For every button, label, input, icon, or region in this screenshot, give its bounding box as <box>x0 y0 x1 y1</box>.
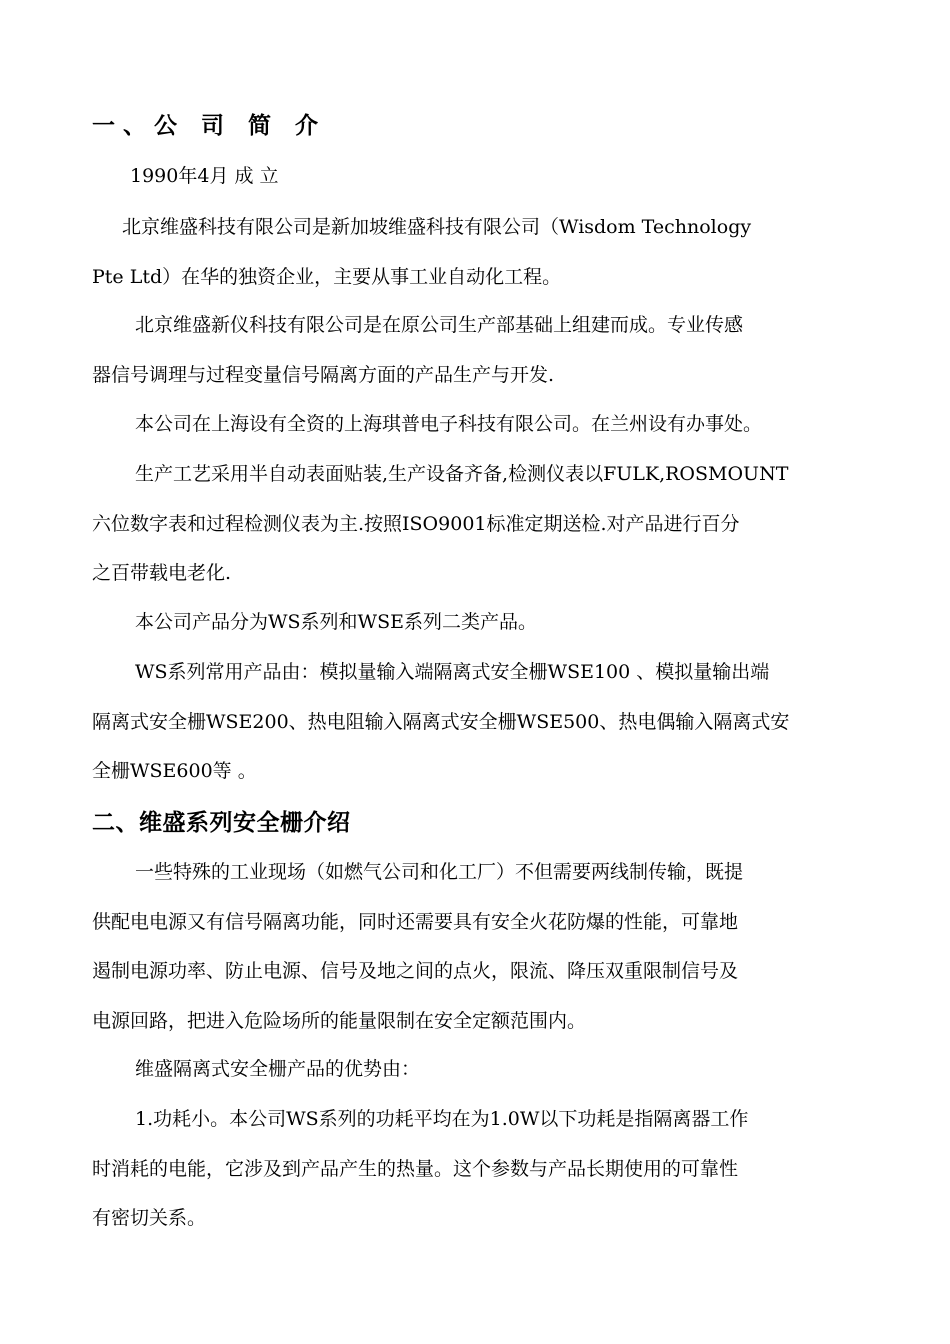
text-line: 隔离式安全栅WSE200、热电阻输入隔离式安全栅WSE500、热电偶输入隔离式安 <box>92 710 790 733</box>
text-line: 电源回路，把进入危险场所的能量限制在安全定额范围内。 <box>92 1009 587 1032</box>
paragraph-production-process <box>92 450 860 599</box>
section-heading-safety-barrier: 二、维盛系列安全栅介绍 <box>92 810 351 836</box>
text-line: 有密切关系。 <box>92 1207 207 1229</box>
paragraph-product-lines <box>92 598 860 648</box>
paragraph-low-power <box>92 1095 860 1244</box>
text-line: 全栅WSE600等 。 <box>92 760 257 782</box>
text-line: 北京维盛科技有限公司是新加坡维盛科技有限公司（Wisdom Technology <box>122 216 752 238</box>
text-line: 之百带载电老化. <box>92 562 232 584</box>
text-line: 本公司在上海设有全资的上海琪普电子科技有限公司。在兰州设有办事处。 <box>135 413 763 435</box>
paragraph-shanghai-office <box>92 400 860 450</box>
paragraph-advantages-intro <box>92 1045 860 1095</box>
paragraph-ws-products <box>92 648 860 797</box>
text-line: 维盛隔离式安全栅产品的优势由： <box>135 1058 421 1080</box>
founded-date <box>92 152 860 202</box>
text-line: 本公司产品分为WS系列和WSE系列二类产品。 <box>135 611 537 633</box>
text-line: 生产工艺采用半自动表面贴装,生产设备齐备,检测仪表以FULK,ROSMOUNT <box>135 463 789 485</box>
text-line: 供配电电源又有信号隔离功能，同时还需要具有安全火花防爆的性能，可靠地 <box>92 910 739 933</box>
text-line: 北京维盛新仪科技有限公司是在原公司生产部基础上组建而成。专业传感 <box>135 314 744 336</box>
text-line: 六位数字表和过程检测仪表为主.按照ISO9001标准定期送检.对产品进行百分 <box>92 512 740 535</box>
paragraph-company-intro <box>92 203 860 302</box>
text-line: 一些特殊的工业现场（如燃气公司和化工厂）不但需要两线制传输，既提 <box>135 861 744 883</box>
text-line: 时消耗的电能，它涉及到产品产生的热量。这个参数与产品长期使用的可靠性 <box>92 1157 739 1180</box>
paragraph-industrial-needs <box>92 848 860 1046</box>
text-line: WS系列常用产品由：模拟量输入端隔离式安全栅WSE100 、模拟量输出端 <box>135 661 770 683</box>
section-heading-company-profile: 一、公 司 简 介 <box>92 113 327 139</box>
text-line: 遏制电源功率、防止电源、信号及地之间的点火，限流、降压双重限制信号及 <box>92 960 739 982</box>
paragraph-subsidiary <box>92 301 860 400</box>
text-line: Pte Ltd）在华的独资企业，主要从事工业自动化工程。 <box>92 265 562 288</box>
text-line: 器信号调理与过程变量信号隔离方面的产品生产与开发. <box>92 363 555 386</box>
text-line: 1.功耗小。本公司WS系列的功耗平均在为1.0W以下功耗是指隔离器工作 <box>135 1108 749 1130</box>
founded-line: 1990年4月 成 立 <box>130 165 279 187</box>
